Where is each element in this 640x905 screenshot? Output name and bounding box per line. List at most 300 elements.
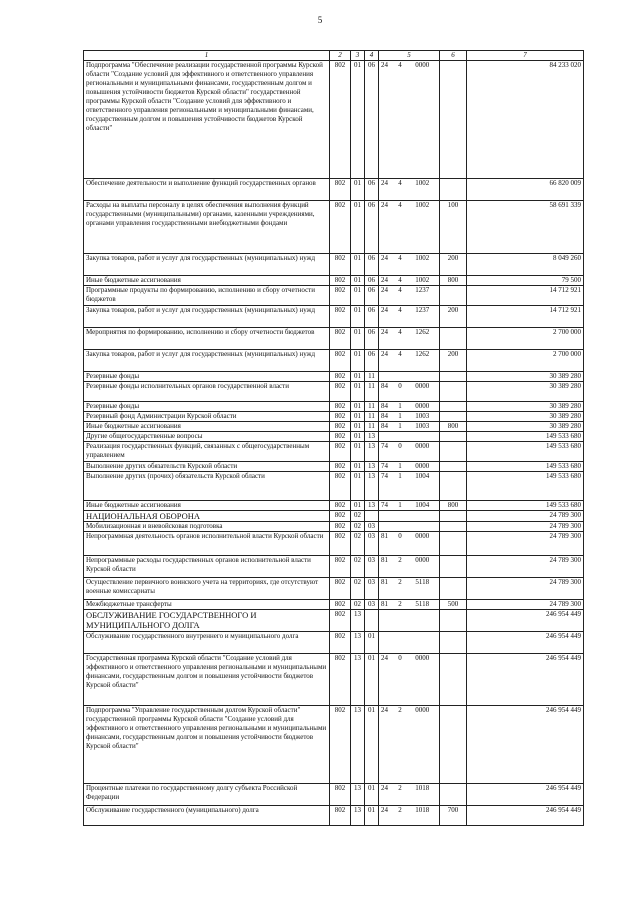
row-pg bbox=[379, 511, 395, 522]
row-name: Непрограммная деятельность органов исполнительной власти Курской области bbox=[84, 532, 330, 556]
row-pr: 03 bbox=[365, 556, 379, 578]
page-number: 5 bbox=[317, 15, 323, 25]
row-pr: 13 bbox=[365, 472, 379, 501]
row-pg bbox=[379, 610, 395, 632]
row-rz: 01 bbox=[351, 462, 365, 472]
row-amount: 24 789 300 bbox=[467, 532, 584, 556]
row-amount: 24 789 300 bbox=[467, 578, 584, 600]
row-rz: 01 bbox=[351, 276, 365, 286]
row-pg: 24 bbox=[379, 706, 395, 784]
row-amount: 66 820 009 bbox=[467, 179, 584, 201]
row-ved: 802 bbox=[330, 442, 351, 462]
row-amount: 30 389 280 bbox=[467, 402, 584, 412]
table-row bbox=[84, 254, 584, 276]
row-ved: 802 bbox=[330, 706, 351, 784]
row-name: Иные бюджетные ассигнования bbox=[84, 422, 330, 432]
row-ss: 4 bbox=[395, 179, 406, 201]
row-pr bbox=[365, 511, 379, 522]
row-amount: 149 533 680 bbox=[467, 501, 584, 511]
row-pg: 74 bbox=[379, 462, 395, 472]
row-rz: 13 bbox=[351, 706, 365, 784]
row-num: 1002 bbox=[406, 201, 440, 254]
row-num: 5118 bbox=[406, 600, 440, 610]
row-ss bbox=[395, 522, 406, 532]
row-vr bbox=[440, 472, 467, 501]
row-num: 0000 bbox=[406, 532, 440, 556]
row-pr: 03 bbox=[365, 522, 379, 532]
row-pg: 81 bbox=[379, 578, 395, 600]
row-name: Закупка товаров, работ и услуг для государственных (муниципальных) нужд bbox=[84, 254, 330, 276]
row-pg: 24 bbox=[379, 784, 395, 806]
row-ved: 802 bbox=[330, 784, 351, 806]
row-name: Выполнение других (прочих) обязательств Курской области bbox=[84, 472, 330, 501]
row-pg: 84 bbox=[379, 382, 395, 402]
row-rz: 13 bbox=[351, 654, 365, 706]
row-ved: 802 bbox=[330, 61, 351, 179]
row-amount: 30 389 280 bbox=[467, 412, 584, 422]
row-num bbox=[406, 522, 440, 532]
row-vr bbox=[440, 432, 467, 442]
row-pr: 11 bbox=[365, 422, 379, 432]
row-amount: 149 533 680 bbox=[467, 442, 584, 462]
row-vr: 200 bbox=[440, 306, 467, 328]
table-row bbox=[84, 784, 584, 806]
row-ved: 802 bbox=[330, 462, 351, 472]
table-row bbox=[84, 382, 584, 402]
col-header-1: 1 bbox=[84, 51, 330, 61]
row-rz: 13 bbox=[351, 806, 365, 826]
row-name: Иные бюджетные ассигнования bbox=[84, 276, 330, 286]
row-pr: 01 bbox=[365, 654, 379, 706]
row-ved: 802 bbox=[330, 286, 351, 306]
row-vr bbox=[440, 532, 467, 556]
row-pg: 74 bbox=[379, 442, 395, 462]
row-name: Мероприятия по формированию, исполнению и сбору отчетности бюджетов bbox=[84, 328, 330, 350]
row-num: 1004 bbox=[406, 501, 440, 511]
row-pr: 11 bbox=[365, 382, 379, 402]
table-row bbox=[84, 286, 584, 306]
row-amount: 246 954 449 bbox=[467, 632, 584, 654]
row-rz: 02 bbox=[351, 556, 365, 578]
row-ved: 802 bbox=[330, 501, 351, 511]
row-pr: 03 bbox=[365, 600, 379, 610]
row-pr: 11 bbox=[365, 412, 379, 422]
row-num: 0000 bbox=[406, 442, 440, 462]
budget-table bbox=[83, 50, 584, 826]
row-pr: 06 bbox=[365, 350, 379, 372]
row-name: Другие общегосударственные вопросы bbox=[84, 432, 330, 442]
table-row bbox=[84, 462, 584, 472]
row-ved: 802 bbox=[330, 412, 351, 422]
row-ved: 802 bbox=[330, 350, 351, 372]
row-ved: 802 bbox=[330, 402, 351, 412]
row-num: 1237 bbox=[406, 286, 440, 306]
row-ss: 1 bbox=[395, 462, 406, 472]
row-rz: 02 bbox=[351, 511, 365, 522]
table-row bbox=[84, 511, 584, 522]
row-name: Реализация государственных функций, связанных с общегосударственным управлением bbox=[84, 442, 330, 462]
row-num: 1262 bbox=[406, 328, 440, 350]
table-row bbox=[84, 706, 584, 784]
row-pg bbox=[379, 522, 395, 532]
row-name: Обслуживание государственного внутреннего и муниципального долга bbox=[84, 632, 330, 654]
table-row bbox=[84, 328, 584, 350]
row-ss: 4 bbox=[395, 61, 406, 179]
row-name: Государственная программа Курской области "Создание условий для эффективного и ответственного управления региональными и муниципальными финансами, государственным долгом и повышения устойчивости бюджетов Курской области" bbox=[84, 654, 330, 706]
row-amount: 2 700 000 bbox=[467, 328, 584, 350]
row-pg: 24 bbox=[379, 306, 395, 328]
row-pr: 06 bbox=[365, 286, 379, 306]
row-num: 0000 bbox=[406, 61, 440, 179]
row-amount: 30 389 280 bbox=[467, 422, 584, 432]
row-num: 0000 bbox=[406, 706, 440, 784]
row-vr: 800 bbox=[440, 276, 467, 286]
row-ved: 802 bbox=[330, 179, 351, 201]
row-ved: 802 bbox=[330, 654, 351, 706]
table-row bbox=[84, 522, 584, 532]
row-num: 0000 bbox=[406, 462, 440, 472]
row-rz: 01 bbox=[351, 442, 365, 462]
row-vr bbox=[440, 372, 467, 382]
row-amount: 8 049 260 bbox=[467, 254, 584, 276]
row-ved: 802 bbox=[330, 382, 351, 402]
row-name: Подпрограмма "Управление государственным долгом Курской области" государственной программы Курской области "Создание условий для эффективного и ответственного управления региональными и муниципальными финансами, государственным долгом и повышения устойчивости бюджетов Курской области" bbox=[84, 706, 330, 784]
table-row bbox=[84, 306, 584, 328]
row-pg: 24 bbox=[379, 350, 395, 372]
row-pg: 24 bbox=[379, 61, 395, 179]
row-pr: 13 bbox=[365, 442, 379, 462]
row-amount: 246 954 449 bbox=[467, 610, 584, 632]
row-pg: 24 bbox=[379, 806, 395, 826]
row-ss: 4 bbox=[395, 328, 406, 350]
col-header-2: 2 bbox=[330, 51, 351, 61]
row-pr: 06 bbox=[365, 276, 379, 286]
row-amount: 24 789 300 bbox=[467, 522, 584, 532]
row-vr bbox=[440, 442, 467, 462]
row-pr: 11 bbox=[365, 402, 379, 412]
row-num: 0000 bbox=[406, 402, 440, 412]
row-rz: 01 bbox=[351, 382, 365, 402]
row-name: Обеспечение деятельности и выполнение функций государственных органов bbox=[84, 179, 330, 201]
row-rz: 13 bbox=[351, 784, 365, 806]
row-ss: 1 bbox=[395, 501, 406, 511]
col-header-5: 5 bbox=[379, 51, 440, 61]
row-rz: 02 bbox=[351, 578, 365, 600]
row-amount: 79 500 bbox=[467, 276, 584, 286]
row-name: Мобилизационная и вневойсковая подготовка bbox=[84, 522, 330, 532]
row-name: Закупка товаров, работ и услуг для государственных (муниципальных) нужд bbox=[84, 350, 330, 372]
row-amount: 149 533 680 bbox=[467, 462, 584, 472]
row-amount: 149 533 680 bbox=[467, 472, 584, 501]
table-row bbox=[84, 806, 584, 826]
row-name: Резервные фонды исполнительных органов государственной власти bbox=[84, 382, 330, 402]
row-amount: 24 789 300 bbox=[467, 556, 584, 578]
row-ved: 802 bbox=[330, 578, 351, 600]
row-num: 1262 bbox=[406, 350, 440, 372]
table-row bbox=[84, 654, 584, 706]
row-ss bbox=[395, 511, 406, 522]
row-name: Расходы на выплаты персоналу в целях обеспечения выполнения функций государственными (муниципальными) органами, казенными учреждениями, органами управления государственными внебюджетными фондами bbox=[84, 201, 330, 254]
row-vr: 100 bbox=[440, 201, 467, 254]
row-pr: 11 bbox=[365, 372, 379, 382]
row-rz: 01 bbox=[351, 350, 365, 372]
row-rz: 13 bbox=[351, 632, 365, 654]
row-rz: 01 bbox=[351, 201, 365, 254]
row-pg bbox=[379, 632, 395, 654]
table-row bbox=[84, 472, 584, 501]
row-ved: 802 bbox=[330, 610, 351, 632]
row-pg: 24 bbox=[379, 328, 395, 350]
row-rz: 02 bbox=[351, 600, 365, 610]
table-row bbox=[84, 442, 584, 462]
col-header-3: 3 bbox=[351, 51, 365, 61]
table-row bbox=[84, 632, 584, 654]
row-num: 0000 bbox=[406, 556, 440, 578]
row-pr: 13 bbox=[365, 501, 379, 511]
row-amount: 24 789 300 bbox=[467, 511, 584, 522]
row-pg: 24 bbox=[379, 179, 395, 201]
row-pr: 06 bbox=[365, 179, 379, 201]
row-rz: 01 bbox=[351, 501, 365, 511]
row-name: Непрограммные расходы государственных органов исполнительной власти Курской области bbox=[84, 556, 330, 578]
row-num: 1003 bbox=[406, 412, 440, 422]
row-ss: 4 bbox=[395, 276, 406, 286]
row-name: Резервные фонды bbox=[84, 402, 330, 412]
row-rz: 01 bbox=[351, 432, 365, 442]
row-pr: 06 bbox=[365, 201, 379, 254]
table-row bbox=[84, 422, 584, 432]
row-name: Обслуживание государственного (муниципального) долга bbox=[84, 806, 330, 826]
row-rz: 01 bbox=[351, 402, 365, 412]
table-row bbox=[84, 201, 584, 254]
row-amount: 2 700 000 bbox=[467, 350, 584, 372]
row-vr: 200 bbox=[440, 350, 467, 372]
row-rz: 01 bbox=[351, 472, 365, 501]
row-num bbox=[406, 511, 440, 522]
row-num bbox=[406, 432, 440, 442]
row-name: Выполнение других обязательств Курской области bbox=[84, 462, 330, 472]
row-ss: 1 bbox=[395, 422, 406, 432]
row-name: Процентные платежи по государственному долгу субъекта Российской Федерации bbox=[84, 784, 330, 806]
row-pr: 06 bbox=[365, 254, 379, 276]
table-row bbox=[84, 372, 584, 382]
row-vr: 800 bbox=[440, 422, 467, 432]
row-amount: 246 954 449 bbox=[467, 654, 584, 706]
table-row bbox=[84, 610, 584, 632]
row-rz: 01 bbox=[351, 306, 365, 328]
row-pg: 81 bbox=[379, 556, 395, 578]
row-num: 5118 bbox=[406, 578, 440, 600]
row-pg: 24 bbox=[379, 276, 395, 286]
row-amount: 24 789 300 bbox=[467, 600, 584, 610]
row-pg: 24 bbox=[379, 201, 395, 254]
row-ss: 4 bbox=[395, 201, 406, 254]
row-vr: 200 bbox=[440, 254, 467, 276]
row-rz: 01 bbox=[351, 328, 365, 350]
row-vr bbox=[440, 462, 467, 472]
row-vr: 500 bbox=[440, 600, 467, 610]
row-num: 1003 bbox=[406, 422, 440, 432]
row-pr: 06 bbox=[365, 306, 379, 328]
row-vr bbox=[440, 179, 467, 201]
row-ved: 802 bbox=[330, 806, 351, 826]
row-pr: 01 bbox=[365, 706, 379, 784]
row-pg bbox=[379, 372, 395, 382]
row-ved: 802 bbox=[330, 472, 351, 501]
row-rz: 01 bbox=[351, 412, 365, 422]
row-name: Резервные фонды bbox=[84, 372, 330, 382]
row-ved: 802 bbox=[330, 306, 351, 328]
row-amount: 14 712 921 bbox=[467, 286, 584, 306]
row-ss: 4 bbox=[395, 350, 406, 372]
table-row bbox=[84, 179, 584, 201]
table-row bbox=[84, 412, 584, 422]
row-pr: 03 bbox=[365, 532, 379, 556]
row-vr bbox=[440, 286, 467, 306]
row-amount: 246 954 449 bbox=[467, 806, 584, 826]
row-ss: 1 bbox=[395, 472, 406, 501]
row-vr bbox=[440, 654, 467, 706]
row-ss: 2 bbox=[395, 784, 406, 806]
row-vr bbox=[440, 412, 467, 422]
row-pg: 81 bbox=[379, 532, 395, 556]
row-num: 1004 bbox=[406, 472, 440, 501]
row-name: Подпрограмма "Обеспечение реализации государственной программы Курской области "Создание условий для эффективного и ответственного управления региональными и муниципальными финансами, государственным долгом и повышения устойчивости бюджетов Курской области" государственной программы Курской области "Создание условий для эффективного и ответственного управления региональными и муниципальными финансами, государственным долгом и повышения устойчивости бюджетов Курской области" bbox=[84, 61, 330, 179]
row-ved: 802 bbox=[330, 254, 351, 276]
row-ss: 1 bbox=[395, 412, 406, 422]
row-num: 1002 bbox=[406, 254, 440, 276]
table-row bbox=[84, 61, 584, 179]
row-ved: 802 bbox=[330, 532, 351, 556]
row-pg: 84 bbox=[379, 422, 395, 432]
col-header-7: 7 bbox=[467, 51, 584, 61]
row-name: ОБСЛУЖИВАНИЕ ГОСУДАРСТВЕННОГО И МУНИЦИПАЛЬНОГО ДОЛГА bbox=[84, 610, 330, 632]
row-pr: 06 bbox=[365, 328, 379, 350]
row-rz: 02 bbox=[351, 522, 365, 532]
row-pr: 03 bbox=[365, 578, 379, 600]
row-pg: 84 bbox=[379, 412, 395, 422]
row-ved: 802 bbox=[330, 600, 351, 610]
row-ved: 802 bbox=[330, 328, 351, 350]
row-ss bbox=[395, 632, 406, 654]
row-ss: 2 bbox=[395, 806, 406, 826]
row-amount: 58 691 339 bbox=[467, 201, 584, 254]
row-vr: 700 bbox=[440, 806, 467, 826]
row-rz: 01 bbox=[351, 254, 365, 276]
row-name: Межбюджетные трансферты bbox=[84, 600, 330, 610]
row-ved: 802 bbox=[330, 522, 351, 532]
row-name: Резервный фонд Администрации Курской области bbox=[84, 412, 330, 422]
row-pr: 13 bbox=[365, 462, 379, 472]
row-num: 1018 bbox=[406, 806, 440, 826]
row-rz: 02 bbox=[351, 532, 365, 556]
row-pg: 74 bbox=[379, 472, 395, 501]
row-ss: 0 bbox=[395, 654, 406, 706]
row-vr bbox=[440, 522, 467, 532]
table-row bbox=[84, 501, 584, 511]
row-pg bbox=[379, 432, 395, 442]
row-rz: 13 bbox=[351, 610, 365, 632]
row-amount: 14 712 921 bbox=[467, 306, 584, 328]
row-name: НАЦИОНАЛЬНАЯ ОБОРОНА bbox=[84, 511, 330, 522]
row-pr: 01 bbox=[365, 806, 379, 826]
table-row bbox=[84, 350, 584, 372]
row-num: 0000 bbox=[406, 382, 440, 402]
row-pr: 06 bbox=[365, 61, 379, 179]
row-ss bbox=[395, 432, 406, 442]
row-ved: 802 bbox=[330, 511, 351, 522]
row-ss: 2 bbox=[395, 706, 406, 784]
row-name: Иные бюджетные ассигнования bbox=[84, 501, 330, 511]
row-vr bbox=[440, 610, 467, 632]
row-vr bbox=[440, 706, 467, 784]
row-ss: 4 bbox=[395, 306, 406, 328]
header-row bbox=[84, 51, 584, 61]
row-vr bbox=[440, 382, 467, 402]
row-ss: 4 bbox=[395, 254, 406, 276]
table-row bbox=[84, 556, 584, 578]
row-amount: 30 389 280 bbox=[467, 382, 584, 402]
row-name: Закупка товаров, работ и услуг для государственных (муниципальных) нужд bbox=[84, 306, 330, 328]
row-num bbox=[406, 610, 440, 632]
row-ved: 802 bbox=[330, 556, 351, 578]
row-rz: 01 bbox=[351, 422, 365, 432]
row-ved: 802 bbox=[330, 372, 351, 382]
row-vr bbox=[440, 578, 467, 600]
row-ss: 1 bbox=[395, 402, 406, 412]
row-rz: 01 bbox=[351, 372, 365, 382]
table-row bbox=[84, 402, 584, 412]
row-num: 1002 bbox=[406, 276, 440, 286]
row-ved: 802 bbox=[330, 422, 351, 432]
row-num: 1237 bbox=[406, 306, 440, 328]
row-ss: 2 bbox=[395, 600, 406, 610]
row-ss: 4 bbox=[395, 286, 406, 306]
row-num: 1002 bbox=[406, 179, 440, 201]
row-pr: 01 bbox=[365, 632, 379, 654]
row-pg: 81 bbox=[379, 600, 395, 610]
row-vr bbox=[440, 784, 467, 806]
row-num bbox=[406, 632, 440, 654]
row-pg: 74 bbox=[379, 501, 395, 511]
row-ss bbox=[395, 610, 406, 632]
row-rz: 01 bbox=[351, 61, 365, 179]
row-amount: 149 533 680 bbox=[467, 432, 584, 442]
row-amount: 246 954 449 bbox=[467, 706, 584, 784]
row-pg: 84 bbox=[379, 402, 395, 412]
row-vr bbox=[440, 511, 467, 522]
row-num: 1018 bbox=[406, 784, 440, 806]
row-ss: 0 bbox=[395, 382, 406, 402]
row-amount: 30 389 280 bbox=[467, 372, 584, 382]
row-vr bbox=[440, 328, 467, 350]
table-row bbox=[84, 432, 584, 442]
col-header-6: 6 bbox=[440, 51, 467, 61]
row-pr bbox=[365, 610, 379, 632]
row-ss: 2 bbox=[395, 556, 406, 578]
table-row bbox=[84, 532, 584, 556]
row-pg: 24 bbox=[379, 286, 395, 306]
row-ss: 0 bbox=[395, 442, 406, 462]
row-ved: 802 bbox=[330, 432, 351, 442]
row-name: Программные продукты по формированию, исполнению и сбору отчетности бюджетов bbox=[84, 286, 330, 306]
col-header-4: 4 bbox=[365, 51, 379, 61]
table-row bbox=[84, 600, 584, 610]
row-vr bbox=[440, 61, 467, 179]
row-vr bbox=[440, 402, 467, 412]
row-vr bbox=[440, 556, 467, 578]
row-num bbox=[406, 372, 440, 382]
